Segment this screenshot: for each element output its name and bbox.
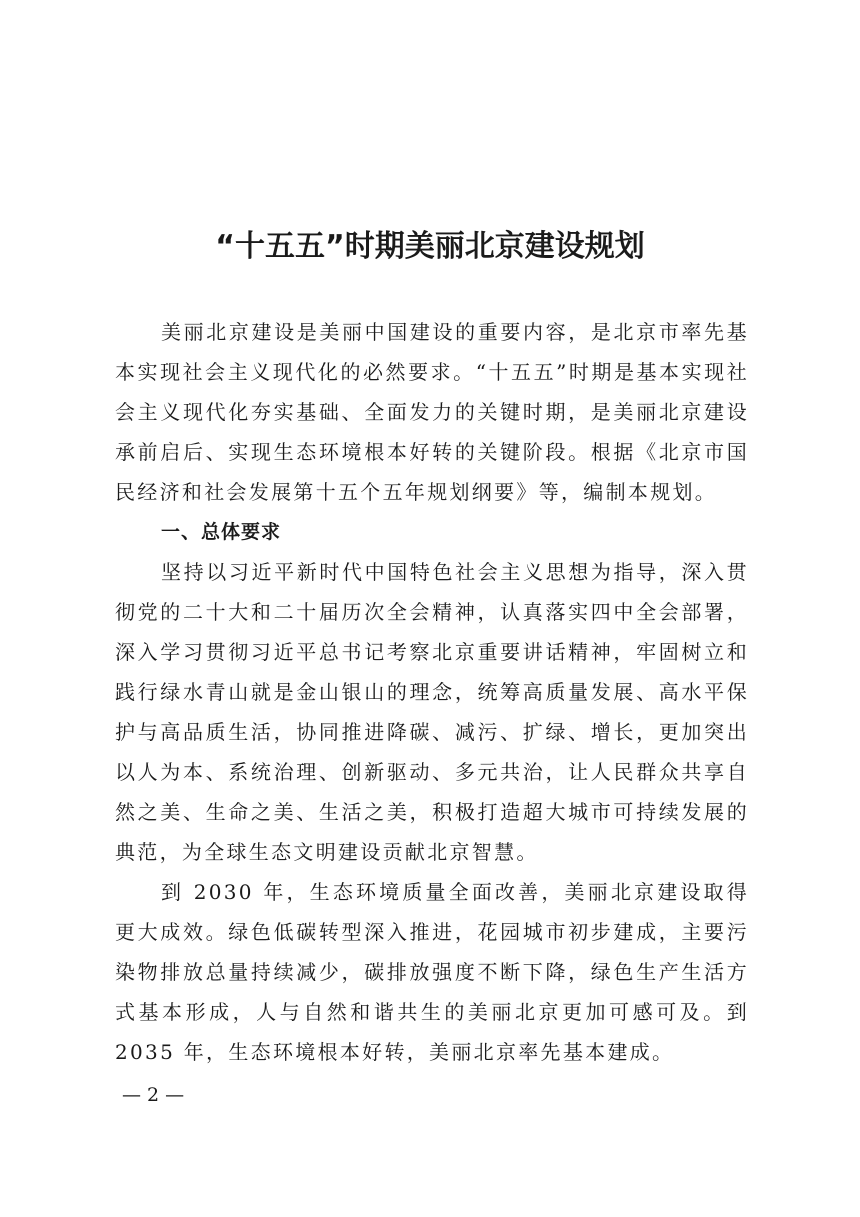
section-heading: 一、总体要求 bbox=[161, 521, 282, 543]
intro-paragraph: 美丽北京建设是美丽中国建设的重要内容，是北京市率先基本实现社会主义现代化的必然要求。“十五五”时期是基本实现社会主义现代化夯实基础、全面发力的关键时期，是美丽北京建设承前启后、实现生态环境根本好转的关键阶段。根据《北京市国民经济和社会发展第十五个五年规划纲要》等，编制本规划。 bbox=[115, 320, 749, 504]
goals-paragraph: 到 2030 年，生态环境质量全面改善，美丽北京建设取得更大成效。绿色低碳转型深入推进，花园城市初步建成，主要污染物排放总量持续减少，碳排放强度不断下降，绿色生产生活方式基本形成，人与自然和谐共生的美丽北京更加可感可及。到 2035 年，生态环境根本好转，美丽北京率先基本建成。 bbox=[115, 880, 749, 1064]
document-title: “十五五”时期美丽北京建设规划 bbox=[215, 229, 645, 264]
guiding-principle-paragraph: 坚持以习近平新时代中国特色社会主义思想为指导，深入贯彻党的二十大和二十届历次全会精神，认真落实四中全会部署，深入学习贯彻习近平总书记考察北京重要讲话精神，牢固树立和践行绿水青山就是金山银山的理念，统筹高质量发展、高水平保护与高品质生活，协同推进降碳、减污、扩绿、增长，更加突出以人为本、系统治理、创新驱动、多元共治，让人民群众共享自然之美、生命之美、生活之美，积极打造超大城市可持续发展的典范，为全球生态文明建设贡献北京智慧。 bbox=[115, 560, 749, 864]
document-body bbox=[115, 312, 749, 1072]
page-number: — 2 — bbox=[122, 1084, 185, 1106]
